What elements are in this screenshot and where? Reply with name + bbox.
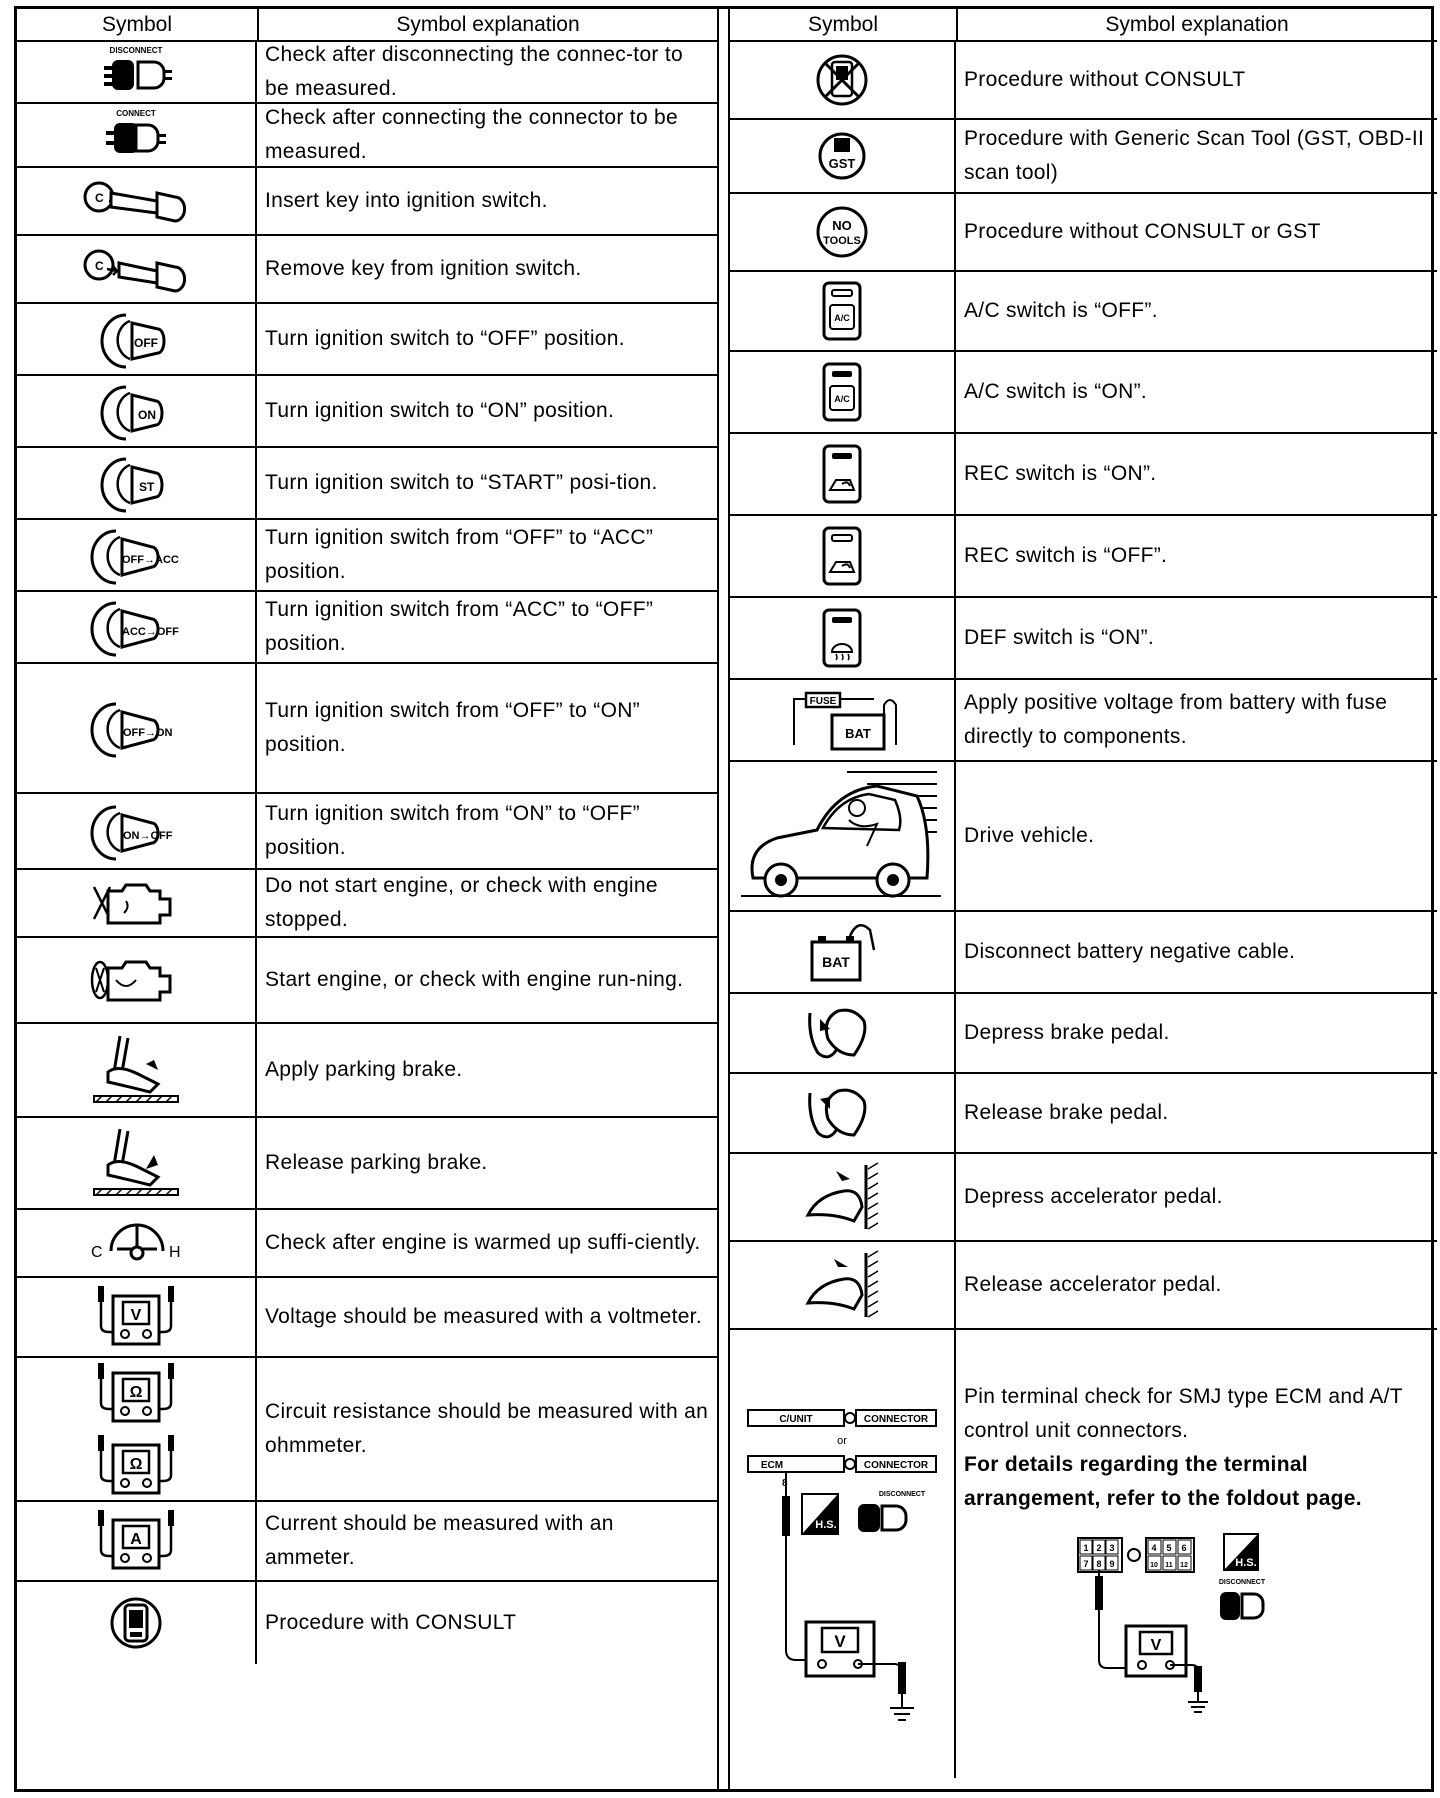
svg-text:CONNECT: CONNECT	[116, 109, 156, 118]
table-row	[730, 516, 1437, 598]
svg-text:V: V	[834, 1632, 846, 1651]
explanation-text: Release accelerator pedal.	[964, 1273, 1222, 1296]
ohmmeter-icon	[17, 1358, 257, 1500]
explanation-text: REC switch is “OFF”.	[964, 544, 1168, 567]
symbol-table	[14, 6, 1434, 1792]
ignition-acc-to-off-icon	[17, 592, 257, 662]
svg-text:8: 8	[1096, 1559, 1102, 1569]
explanation-text: Start engine, or check with engine run-ning.	[265, 968, 684, 991]
explanation-text: Drive vehicle.	[964, 824, 1095, 847]
explanation-text: Turn ignition switch from “ACC” to “OFF” position.	[265, 598, 654, 655]
svg-text:OFF: OFF	[134, 336, 158, 350]
table-row	[17, 1210, 717, 1278]
ignition-off-icon	[17, 304, 257, 374]
ac-switch-on-icon	[730, 352, 956, 432]
explanation-text: Apply parking brake.	[265, 1058, 463, 1081]
explanation-text: A/C switch is “OFF”.	[964, 299, 1158, 322]
release-parking-brake-icon	[17, 1118, 257, 1208]
explanation-header: Symbol explanation	[257, 9, 717, 40]
svg-text:DISCONNECT: DISCONNECT	[109, 46, 163, 55]
svg-text:9: 9	[1109, 1559, 1115, 1569]
temperature-gauge-icon	[17, 1210, 257, 1276]
right-column	[728, 9, 1437, 1789]
insert-key-icon	[17, 168, 257, 234]
explanation-text: Release parking brake.	[265, 1151, 488, 1174]
release-accelerator-icon	[730, 1242, 956, 1328]
pin-check-diagram	[730, 1330, 956, 1778]
explanation-text: Depress brake pedal.	[964, 1021, 1170, 1044]
svg-text:Ω: Ω	[129, 1384, 143, 1401]
svg-text:OFF→ON: OFF→ON	[123, 727, 173, 739]
table-row	[17, 592, 717, 664]
def-switch-on-icon	[730, 598, 956, 678]
explanation-text: Turn ignition switch to “START” posi-tion.	[265, 471, 658, 494]
terminal-arrangement-diagram	[1074, 1526, 1428, 1716]
table-row	[730, 598, 1437, 680]
svg-text:1: 1	[1083, 1543, 1089, 1553]
svg-text:or: or	[837, 1435, 847, 1447]
svg-text:BAT: BAT	[822, 954, 850, 970]
table-row	[17, 938, 717, 1024]
table-row	[730, 194, 1437, 272]
table-row	[730, 994, 1437, 1074]
disconnect-connector-icon	[17, 42, 257, 102]
table-row	[17, 1582, 717, 1664]
table-row	[730, 680, 1437, 762]
svg-text:C: C	[95, 259, 104, 273]
svg-text:CONNECTOR: CONNECTOR	[863, 1414, 929, 1425]
depress-brake-pedal-icon	[730, 994, 956, 1072]
explanation-text: Turn ignition switch from “ON” to “OFF” position.	[265, 802, 640, 859]
connect-connector-icon	[17, 104, 257, 166]
explanation-text: REC switch is “ON”.	[964, 462, 1157, 485]
table-row	[17, 42, 717, 104]
explanation-text: Apply positive voltage from battery with fuse directly to components.	[964, 691, 1388, 748]
svg-text:ACC→OFF: ACC→OFF	[122, 626, 179, 638]
svg-text:TOOLS: TOOLS	[823, 235, 861, 247]
explanation-text: Procedure without CONSULT or GST	[964, 220, 1321, 243]
svg-text:Ω: Ω	[129, 1456, 143, 1473]
svg-text:DISCONNECT: DISCONNECT	[878, 1491, 926, 1498]
svg-text:11: 11	[1165, 1562, 1173, 1569]
explanation-text: Procedure with CONSULT	[265, 1611, 517, 1634]
table-row	[17, 664, 717, 794]
table-row	[730, 1242, 1437, 1330]
voltmeter-icon	[17, 1278, 257, 1356]
pin-check-note: For details regarding the terminal arrangement, refer to the foldout page.	[964, 1453, 1362, 1510]
table-row	[730, 1074, 1437, 1154]
ignition-start-icon	[17, 448, 257, 518]
svg-text:GST: GST	[828, 156, 856, 171]
table-row	[17, 1502, 717, 1582]
remove-key-icon	[17, 236, 257, 302]
explanation-text: Check after connecting the connector to be measured.	[265, 106, 679, 163]
svg-text:ECM: ECM	[760, 1460, 784, 1471]
svg-text:CONNECTOR: CONNECTOR	[863, 1460, 929, 1471]
ignition-off-to-on-icon	[17, 664, 257, 792]
svg-text:V: V	[130, 1307, 142, 1324]
table-row	[730, 912, 1437, 994]
table-row	[730, 42, 1437, 120]
svg-text:3: 3	[1109, 1543, 1115, 1553]
consult-icon	[17, 1582, 257, 1664]
svg-text:BAT: BAT	[845, 726, 871, 741]
explanation-text: Circuit resistance should be measured with an ohmmeter.	[265, 1400, 709, 1457]
explanation-text: Turn ignition switch from “OFF” to “ACC” position.	[265, 526, 654, 583]
ignition-off-to-acc-icon	[17, 520, 257, 590]
svg-text:V: V	[1150, 1637, 1162, 1654]
ac-switch-off-icon	[730, 272, 956, 350]
symbol-header: Symbol	[101, 12, 173, 36]
left-column	[17, 9, 719, 1789]
svg-text:12: 12	[1180, 1562, 1188, 1569]
explanation-text: Disconnect battery negative cable.	[964, 940, 1296, 963]
ignition-on-to-off-icon	[17, 794, 257, 868]
release-brake-pedal-icon	[730, 1074, 956, 1152]
explanation-text: Do not start engine, or check with engine stopped.	[265, 874, 658, 931]
svg-text:A: A	[130, 1531, 142, 1548]
svg-text:C: C	[91, 1244, 103, 1261]
table-row	[730, 762, 1437, 912]
explanation-text: A/C switch is “ON”.	[964, 380, 1148, 403]
table-row	[17, 236, 717, 304]
table-row	[17, 1278, 717, 1358]
svg-text:H.S.: H.S.	[815, 1519, 837, 1531]
explanation-text: DEF switch is “ON”.	[964, 626, 1155, 649]
symbol-header: Symbol	[807, 12, 879, 36]
engine-stopped-icon	[17, 870, 257, 936]
explanation-header: Symbol explanation	[956, 9, 1436, 40]
table-row	[17, 794, 717, 870]
table-row	[730, 1154, 1437, 1242]
table-row	[17, 448, 717, 520]
svg-text:6: 6	[1181, 1543, 1187, 1553]
pin-check-row	[730, 1330, 1437, 1778]
table-row	[17, 870, 717, 938]
svg-text:FUSE: FUSE	[809, 696, 837, 707]
table-row	[17, 168, 717, 236]
explanation-text: Depress accelerator pedal.	[964, 1185, 1223, 1208]
table-row	[730, 120, 1437, 194]
table-row	[730, 352, 1437, 434]
svg-text:C/UNIT: C/UNIT	[779, 1414, 813, 1425]
svg-text:A/C: A/C	[834, 313, 850, 323]
no-tools-icon	[730, 194, 956, 270]
svg-text:2: 2	[1096, 1543, 1102, 1553]
table-row	[730, 434, 1437, 516]
svg-text:OFF→ACC: OFF→ACC	[122, 554, 179, 566]
gst-icon	[730, 120, 956, 192]
explanation-text: Procedure without CONSULT	[964, 68, 1246, 91]
svg-text:ON: ON	[138, 408, 156, 422]
apply-parking-brake-icon	[17, 1024, 257, 1116]
svg-text:10: 10	[1150, 1562, 1158, 1569]
explanation-text: Current should be measured with an ammeter.	[265, 1512, 614, 1569]
explanation-text: Remove key from ignition switch.	[265, 257, 582, 280]
svg-text:A/C: A/C	[834, 394, 850, 404]
right-header	[730, 9, 1437, 42]
explanation-text: Turn ignition switch to “OFF” position.	[265, 327, 625, 350]
svg-text:H.S.: H.S.	[1235, 1557, 1257, 1569]
table-row	[17, 104, 717, 168]
explanation-text: Check after engine is warmed up suffi-ciently.	[265, 1231, 701, 1254]
table-row	[17, 304, 717, 376]
table-row	[17, 1024, 717, 1118]
svg-text:NO: NO	[832, 218, 852, 233]
drive-vehicle-icon	[730, 762, 956, 910]
rec-switch-on-icon	[730, 434, 956, 514]
svg-text:C: C	[95, 191, 104, 205]
ammeter-icon	[17, 1502, 257, 1580]
svg-text:8: 8	[782, 1478, 788, 1489]
svg-text:4: 4	[1151, 1543, 1157, 1553]
explanation-text: Turn ignition switch from “OFF” to “ON” position.	[265, 699, 640, 756]
svg-text:5: 5	[1166, 1543, 1172, 1553]
svg-text:H: H	[169, 1244, 181, 1261]
table-row	[17, 1118, 717, 1210]
table-row	[17, 520, 717, 592]
explanation-text: Check after disconnecting the connec-tor to be measured.	[265, 43, 683, 100]
ignition-on-icon	[17, 376, 257, 446]
svg-text:ST: ST	[139, 480, 155, 494]
rec-switch-off-icon	[730, 516, 956, 596]
pin-check-text: Pin terminal check for SMJ type ECM and A/T control unit connectors.	[964, 1385, 1403, 1442]
explanation-text: Voltage should be measured with a voltmeter.	[265, 1305, 702, 1328]
engine-running-icon	[17, 938, 257, 1022]
pin-check-explanation	[956, 1330, 1436, 1778]
svg-text:DISCONNECT: DISCONNECT	[1218, 1579, 1266, 1586]
table-row	[17, 1358, 717, 1502]
no-consult-icon	[730, 42, 956, 118]
explanation-text: Insert key into ignition switch.	[265, 189, 548, 212]
svg-text:ON→OFF: ON→OFF	[123, 830, 173, 842]
battery-fuse-icon	[730, 680, 956, 760]
disconnect-battery-icon	[730, 912, 956, 992]
explanation-text: Release brake pedal.	[964, 1101, 1169, 1124]
explanation-text: Procedure with Generic Scan Tool (GST, OBD-II scan tool)	[964, 127, 1425, 184]
table-row	[17, 376, 717, 448]
explanation-text: Turn ignition switch to “ON” position.	[265, 399, 615, 422]
depress-accelerator-icon	[730, 1154, 956, 1240]
svg-text:7: 7	[1083, 1559, 1089, 1569]
table-row	[730, 272, 1437, 352]
